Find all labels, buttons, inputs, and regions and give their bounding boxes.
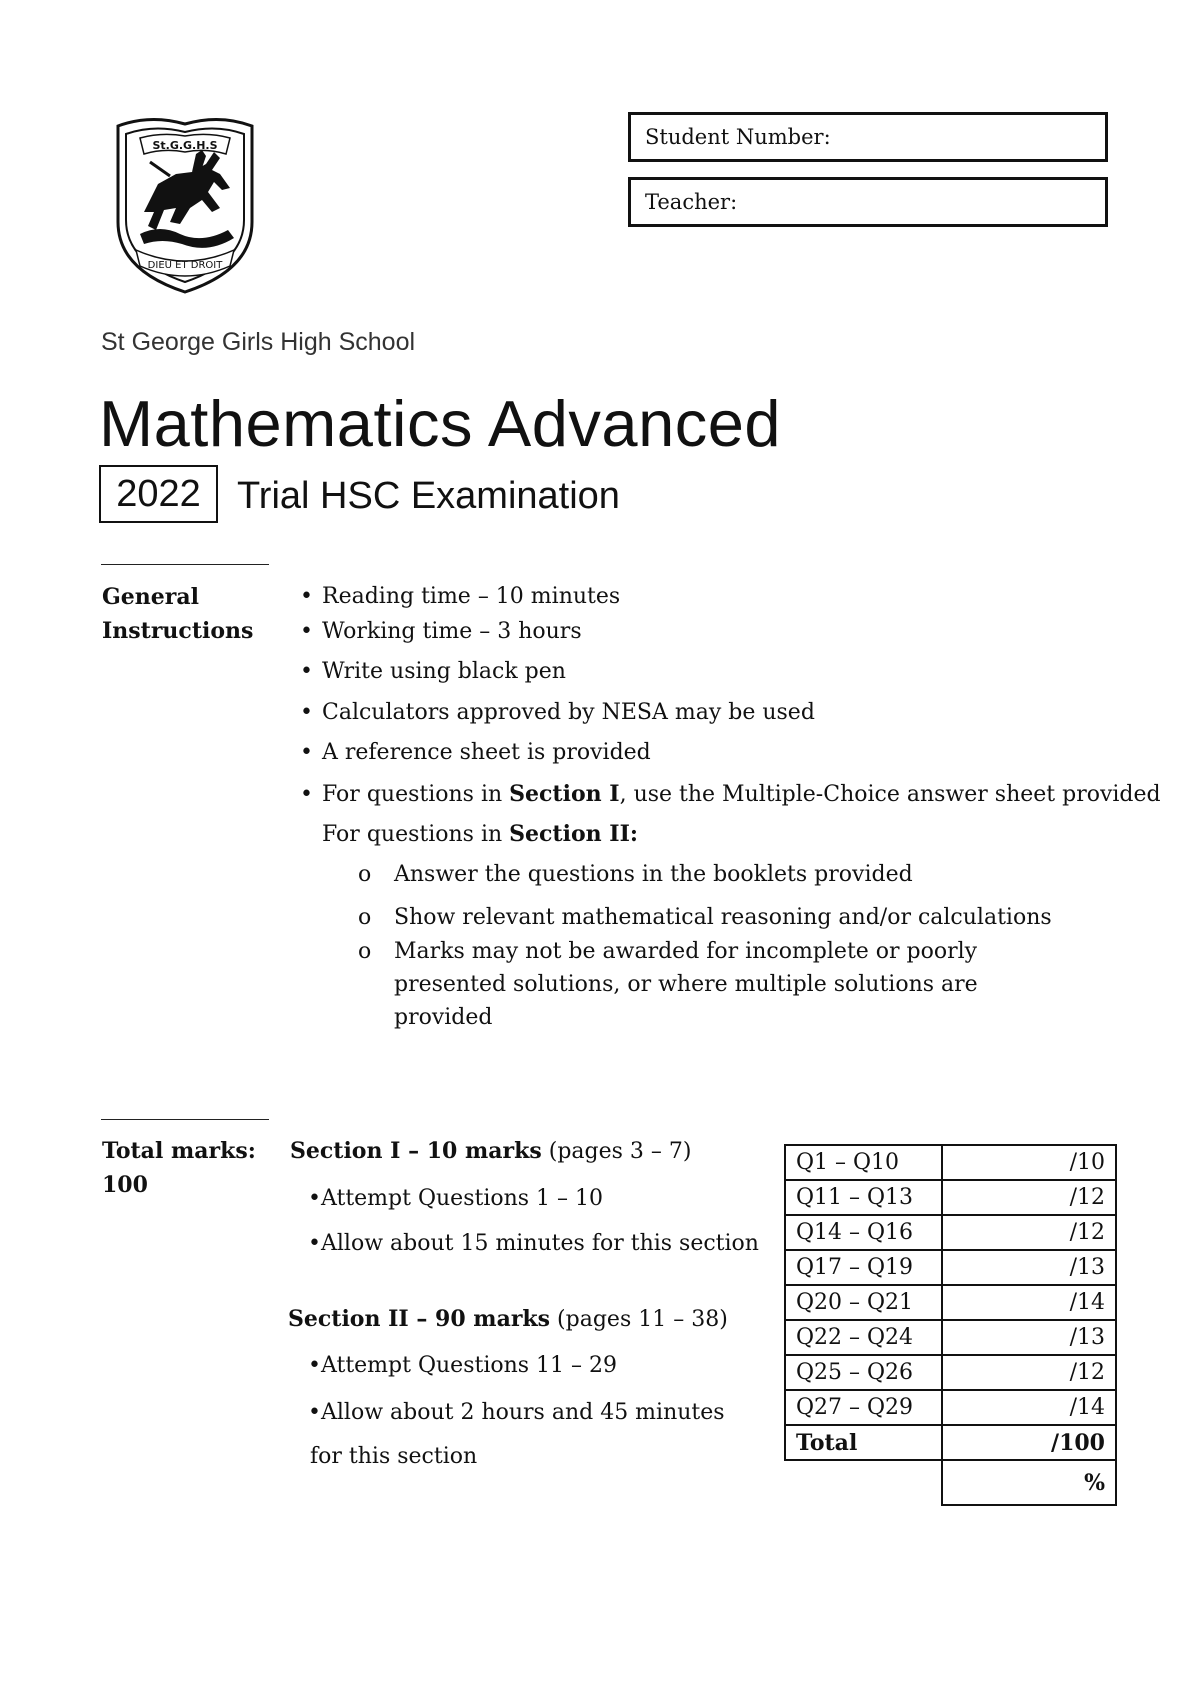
teacher-field[interactable] [628, 177, 1108, 227]
divider [101, 1119, 269, 1120]
total-marks-heading: Total marks: 100 [102, 1138, 256, 1198]
instruction-item: • Reading time – 10 minutes [300, 584, 621, 609]
marks-cell: /10 [942, 1145, 1116, 1180]
table-row [785, 1285, 1116, 1320]
instruction-item: • Working time – 3 hours [300, 619, 582, 644]
instruction-item: • A reference sheet is provided [300, 740, 651, 765]
school-crest-logo [110, 112, 260, 294]
marks-cell: /13 [942, 1250, 1116, 1285]
svg-text:DIEU ET DROIT: DIEU ET DROIT [147, 260, 223, 271]
question-range: Q25 – Q26 [785, 1355, 942, 1390]
instruction-item: • Calculators approved by NESA may be used [300, 700, 815, 725]
marks-cell: /14 [942, 1390, 1116, 1425]
question-range: Q14 – Q16 [785, 1215, 942, 1250]
section-2-bullet-continued: for this section [310, 1444, 478, 1469]
student-number-field[interactable] [628, 112, 1108, 162]
section-1-bullet: •Attempt Questions 1 – 10 [308, 1186, 604, 1211]
question-range: Q11 – Q13 [785, 1180, 942, 1215]
total-row [785, 1425, 1116, 1460]
table-row [785, 1180, 1116, 1215]
table-row [785, 1250, 1116, 1285]
marks-cell: /13 [942, 1320, 1116, 1355]
instruction-item-section2: For questions in Section II: [322, 821, 638, 847]
marks-cell: /12 [942, 1180, 1116, 1215]
marks-table [784, 1144, 1117, 1506]
table-row [785, 1215, 1116, 1250]
section-2-title: Section II – 90 marks (pages 11 – 38) [288, 1306, 728, 1332]
marks-cell: /14 [942, 1285, 1116, 1320]
section-1-title: Section I – 10 marks (pages 3 – 7) [290, 1138, 692, 1164]
question-range: Q27 – Q29 [785, 1390, 942, 1425]
exam-subtitle: Trial HSC Examination [237, 475, 620, 517]
question-range: Q17 – Q19 [785, 1250, 942, 1285]
percent-cell: % [942, 1460, 1116, 1505]
svg-text:St.G.G.H.S: St.G.G.H.S [152, 139, 218, 152]
question-range: Q22 – Q24 [785, 1320, 942, 1355]
teacher-label: Teacher: [645, 190, 738, 214]
table-row [785, 1390, 1116, 1425]
exam-year: 2022 [99, 465, 218, 523]
table-row [785, 1320, 1116, 1355]
table-row [785, 1355, 1116, 1390]
section-1-bullet: •Allow about 15 minutes for this section [308, 1231, 759, 1256]
total-label: Total [785, 1425, 942, 1460]
divider [101, 564, 269, 565]
general-instructions-heading: General Instructions [102, 584, 254, 644]
instruction-item-section1: • For questions in Section I, use the Multiple-Choice answer sheet provided [300, 781, 1161, 807]
student-number-label: Student Number: [645, 125, 831, 149]
percent-row [785, 1460, 1116, 1505]
total-value: /100 [942, 1425, 1116, 1460]
marks-cell: /12 [942, 1215, 1116, 1250]
table-row [785, 1145, 1116, 1180]
question-range: Q20 – Q21 [785, 1285, 942, 1320]
exam-title: Mathematics Advanced [99, 387, 782, 460]
section-2-bullet: •Allow about 2 hours and 45 minutes [308, 1400, 725, 1425]
marks-cell: /12 [942, 1355, 1116, 1390]
instruction-item: • Write using black pen [300, 659, 566, 684]
school-name: St George Girls High School [101, 328, 416, 356]
section-2-bullet: •Attempt Questions 11 – 29 [308, 1353, 618, 1378]
question-range: Q1 – Q10 [785, 1145, 942, 1180]
